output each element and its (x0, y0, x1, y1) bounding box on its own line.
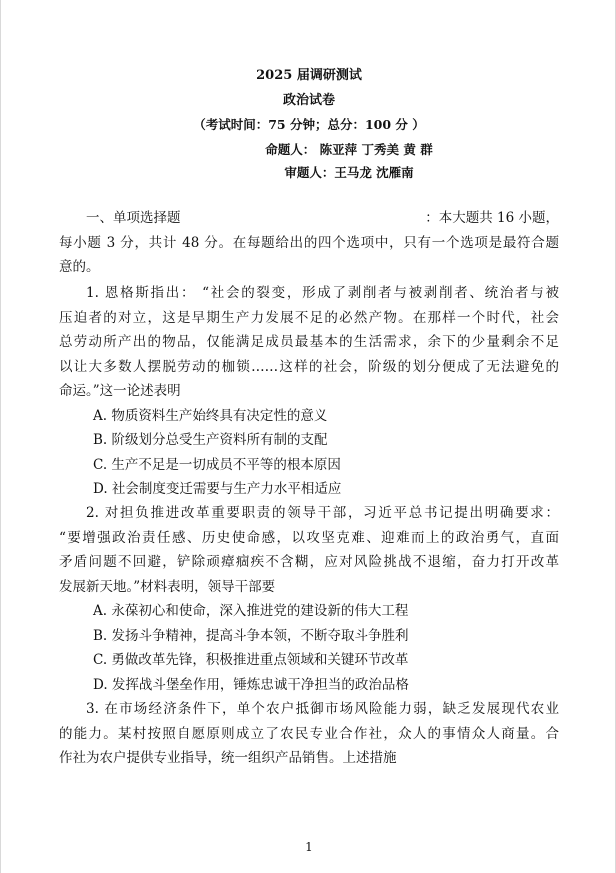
exam-title: 2025 届调研测试 (256, 68, 362, 83)
section-note: ：本大题共 16 小题， (425, 210, 559, 226)
authors-line: 命题人： 陈亚萍 丁秀美 黄 群 (265, 142, 433, 157)
option-d: D. 发挥战斗堡垒作用，锤炼忠诚干净担当的政治品格 (93, 676, 409, 693)
question-2 (59, 501, 559, 697)
question-stem-line: 发展新天地。”材料表明，领导干部要 (59, 578, 276, 595)
question-stem-line: 矛盾问题不回避，铲除顽瘴痼疾不含糊，应对风险挑战不退缩，奋力打开改革 (59, 554, 559, 570)
section-text-line: 意的。 (59, 259, 100, 275)
question-stem-line: 的能力。某村按照自愿原则成立了农民专业合作社，众人的事情众人商量。合 (59, 725, 559, 742)
option-b: B. 发扬斗争精神，提高斗争本领，不断夺取斗争胜利 (93, 627, 409, 644)
option-a: A. 物质资料生产始终具有决定性的意义 (93, 407, 328, 424)
section-heading: 一、单项选择题 (86, 210, 181, 226)
option-d: D. 社会制度变迁需要与生产力水平相适应 (93, 481, 342, 497)
section-heading-line (59, 206, 559, 231)
question-3 (59, 697, 559, 771)
option-b: B. 阶级划分总受生产资料所有制的支配 (93, 432, 328, 448)
exam-subtitle: 政治试卷 (282, 93, 335, 108)
section-intro (59, 206, 559, 280)
question-stem-line: 3. 在市场经济条件下，单个农户抵御市场风险能力弱，缺乏发展现代农业 (86, 701, 559, 717)
question-stem-line: 总劳动所产出的物品，仅能满足成员最基本的生活需求，余下的少量剩余不足 (59, 334, 559, 350)
question-stem-line: 以让大多数人摆脱劳动的枷锁……这样的社会，阶级的划分便成了无法避免的 (59, 358, 559, 375)
question-1 (59, 281, 559, 502)
question-stem-line: 2. 对担负推进改革重要职责的领导干部，习近平总书记提出明确要求： (86, 505, 559, 521)
exam-info: （考试时间：75 分钟；总分：100 分 ） (193, 117, 425, 132)
option-c: C. 勇做改革先锋，积极推进重点领域和关键环节改革 (93, 652, 409, 668)
page-number: 1 (305, 840, 313, 854)
question-stem-line: 作社为农户提供专业指导，统一组织产品销售。上述措施 (59, 750, 397, 766)
reviewers-line: 审题人：王马龙 沈雁南 (284, 165, 414, 180)
question-stem-line: 1. 恩格斯指出： “社会的裂变，形成了剥削者与被剥削者、统治者与被 (86, 285, 559, 301)
question-stem-line: “要增强政治责任感、历史使命感，以攻坚克难、迎难而上的政治勇气，直面 (59, 529, 559, 546)
question-stem-line: 压迫者的对立，这是早期生产力发展不足的必然产物。在那样一个时代，社会 (59, 309, 559, 326)
section-text-line: 每小题 3 分，共计 48 分。在每题给出的四个选项中，只有一个选项是最符合题 (59, 234, 559, 251)
question-stem-line: 命运。”这一论述表明 (59, 383, 181, 399)
option-c: C. 生产不足是一切成员不平等的根本原因 (93, 456, 341, 473)
option-a: A. 永葆初心和使命，深入推进党的建设新的伟大工程 (93, 603, 409, 619)
